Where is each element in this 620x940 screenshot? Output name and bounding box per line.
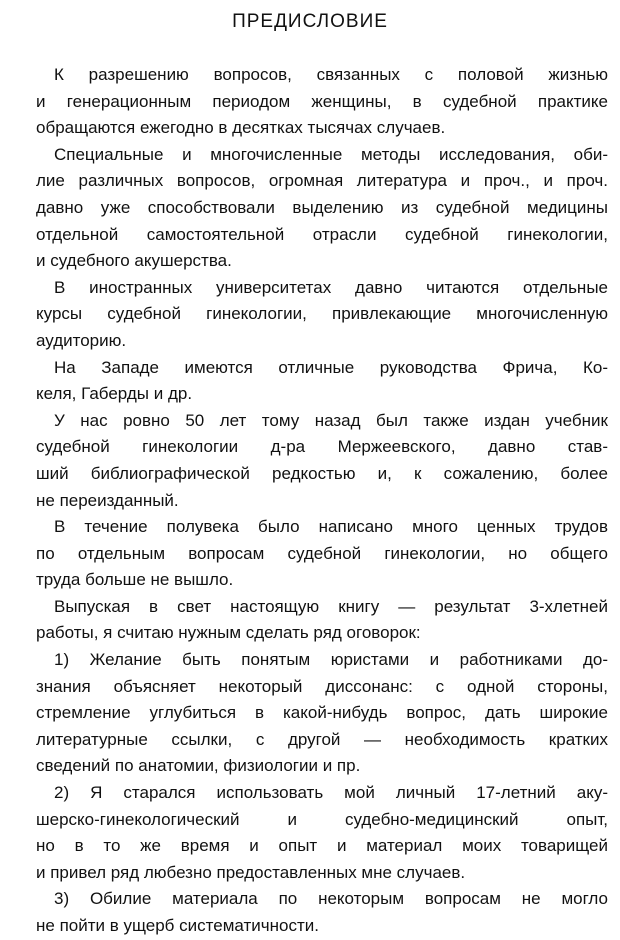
text-line: сведений по анатомии, физиологии и пр.: [36, 756, 361, 776]
preface-body: [36, 62, 608, 940]
text-line: отдельной самостоятельной отрасли судебной гинекологии,: [36, 224, 608, 244]
text-line: шерско-гинекологический и судебно-медицинский опыт,: [36, 809, 608, 829]
text-line: К разрешению вопросов, связанных с половой жизнью: [54, 65, 608, 84]
text-line: В течение полувека было написано много ценных трудов: [54, 517, 608, 537]
text-line: литературные ссылки, с другой — необходимость кратких: [36, 729, 608, 749]
text-line: лие различных вопросов, огромная литература и проч., и проч.: [36, 171, 608, 191]
text-line: давно уже способствовали выделению из судебной медицины: [36, 197, 608, 217]
text-line: 2) Я старался использовать мой личный 17-летний аку-: [54, 783, 608, 803]
text-line: по отдельным вопросам судебной гинекологии, но общего: [36, 543, 608, 563]
text-line: и привел ряд любезно предоставленных мне случаев.: [36, 862, 466, 882]
text-line: знания объясняет некоторый диссонанс: с одной стороны,: [36, 676, 608, 696]
text-line: не переизданный.: [36, 490, 179, 510]
text-line: ший библиографической редкостью и, к сожалению, более: [36, 463, 608, 483]
text-line: стремление углубиться в какой-нибудь вопрос, дать широкие: [36, 703, 608, 723]
text-line: 3) Обилие материала по некоторым вопросам не могло: [54, 889, 608, 909]
text-line: аудиторию.: [36, 330, 127, 350]
text-line: Специальные и многочисленные методы исследования, оби-: [54, 144, 608, 164]
text-line: В иностранных университетах давно читаются отдельные: [54, 277, 608, 297]
text-line: курсы судебной гинекологии, привлекающие многочисленную: [36, 304, 608, 324]
text-line: труда больше не вышло.: [36, 570, 234, 590]
text-line: работы, я считаю нужным сделать ряд оговорок:: [36, 623, 421, 643]
text-line: 1) Желание быть понятым юристами и работниками до-: [54, 650, 608, 670]
text-line: обращаются ежегодно в десятках тысячах случаев.: [36, 118, 446, 138]
text-line: Выпуская в свет настоящую книгу — результат 3-хлетней: [54, 596, 608, 616]
text-line: На Западе имеются отличные руководства Фрича, Ко-: [54, 357, 608, 377]
text-line: судебной гинекологии д-ра Мержеевского, давно став-: [36, 437, 608, 457]
page-title: ПРЕДИСЛОВИЕ: [232, 11, 388, 32]
text-line: келя, Габерды и др.: [36, 384, 193, 404]
text-line: и генерационным периодом женщины, в судебной практике: [36, 91, 608, 111]
text-line: но в то же время и опыт и материал моих товарищей: [36, 836, 608, 856]
text-line: У нас ровно 50 лет тому назад был также издан учебник: [54, 410, 608, 430]
text-line: не пойти в ущерб систематичности.: [36, 916, 319, 935]
text-line: и судебного акушерства.: [36, 251, 232, 271]
